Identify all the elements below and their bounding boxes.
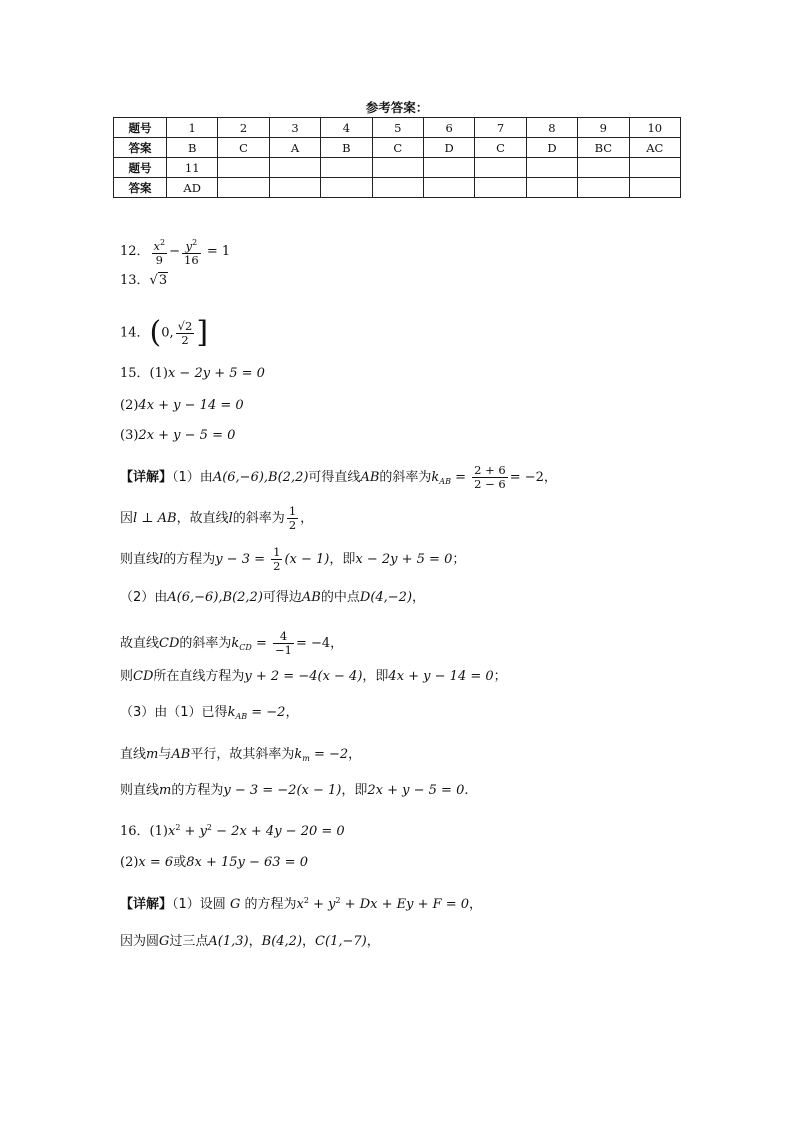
empty-cell bbox=[629, 178, 680, 198]
empty-cell bbox=[423, 178, 474, 198]
detail-15-step9: 则直线m的方程为y − 3 = −2(x − 1)，即2x + y − 5 = 0. bbox=[120, 783, 469, 798]
answer-cell: C bbox=[475, 138, 526, 158]
empty-cell bbox=[321, 178, 372, 198]
table-row bbox=[114, 158, 681, 178]
empty-cell bbox=[269, 158, 320, 178]
table-row bbox=[114, 138, 681, 158]
empty-cell bbox=[218, 158, 269, 178]
empty-cell bbox=[526, 158, 577, 178]
question-number: 9 bbox=[578, 118, 629, 138]
empty-cell bbox=[372, 158, 423, 178]
detail-15-step3: 则直线l的方程为y − 3 = $\frac{1}{2}$ (x − 1)，即x − 2y + 5 = 0； bbox=[120, 545, 466, 573]
row-label: 答案 bbox=[114, 178, 167, 198]
question-number: 3 bbox=[269, 118, 320, 138]
row-label: 题号 bbox=[114, 118, 167, 138]
question-number: 7 bbox=[475, 118, 526, 138]
answer-cell: B bbox=[321, 138, 372, 158]
question-number: 11 bbox=[167, 158, 218, 178]
answer-title: 参考答案： bbox=[365, 100, 429, 115]
empty-cell bbox=[526, 178, 577, 198]
detail-16-step1: 【详解】（1）设圆 G 的方程为$x^2 + y^2 + Dx + Ey + F = 0$， bbox=[120, 896, 483, 912]
detail-15-step1: 【详解】（1）由A(6,−6),B(2,2)可得直线AB的斜率为$k_{AB}$ = $\frac{2 + 6}{2 - 6}$ = −2， bbox=[120, 463, 557, 491]
empty-cell bbox=[475, 178, 526, 198]
answer-cell: BC bbox=[578, 138, 629, 158]
answer-cell: C bbox=[372, 138, 423, 158]
answer-cell: D bbox=[423, 138, 474, 158]
answer-cell: AD bbox=[167, 178, 218, 198]
row-label: 题号 bbox=[114, 158, 167, 178]
question-number: 10 bbox=[629, 118, 680, 138]
answer-cell: AC bbox=[629, 138, 680, 158]
answer-cell: C bbox=[218, 138, 269, 158]
answer-12: 12． $\frac{x^2}{9}$ − $\frac{y^2}{16}$ = 1 bbox=[120, 238, 231, 267]
empty-cell bbox=[269, 178, 320, 198]
detail-15-step4: （2）由A(6,−6),B(2,2)可得边AB的中点D(4,−2)， bbox=[120, 590, 426, 605]
detail-15-step7: （3）由（1）已得$k_{AB} = -2$， bbox=[120, 705, 299, 721]
answer-15-1: 15．(1)x − 2y + 5 = 0 bbox=[120, 366, 265, 381]
empty-cell bbox=[475, 158, 526, 178]
table-row bbox=[114, 118, 681, 138]
answer-16-1: 16．$(1)x^2 + y^2 - 2x + 4y - 20 = 0$ bbox=[120, 823, 345, 839]
detail-15-step6: 则CD所在直线方程为y + 2 = −4(x − 4)，即4x + y − 14 = 0； bbox=[120, 669, 507, 684]
answer-14: 14．(0, $\frac{√2}{2}$ ] bbox=[120, 315, 209, 350]
empty-cell bbox=[629, 158, 680, 178]
empty-cell bbox=[423, 158, 474, 178]
empty-cell bbox=[372, 178, 423, 198]
detail-15-step8: 直线m与AB平行，故其斜率为$k_m = -2$， bbox=[120, 747, 362, 763]
table-row bbox=[114, 178, 681, 198]
answer-15-3: (3)2x + y − 5 = 0 bbox=[120, 428, 236, 443]
answer-16-2: (2)x = 6或8x + 15y − 63 = 0 bbox=[120, 855, 308, 870]
question-number: 2 bbox=[218, 118, 269, 138]
question-number: 4 bbox=[321, 118, 372, 138]
question-number: 8 bbox=[526, 118, 577, 138]
empty-cell bbox=[218, 178, 269, 198]
answer-table bbox=[113, 117, 681, 198]
question-number: 6 bbox=[423, 118, 474, 138]
detail-15-step2: 因l ⊥ AB，故直线l的斜率为 $\frac{1}{2}$ ， bbox=[120, 504, 314, 532]
answer-15-2: (2)4x + y − 14 = 0 bbox=[120, 398, 244, 413]
empty-cell bbox=[578, 178, 629, 198]
answer-cell: D bbox=[526, 138, 577, 158]
detail-15-step5: 故直线CD的斜率为$k_{CD}$ = $\frac{4}{-1}$ = −4， bbox=[120, 629, 344, 657]
answer-cell: A bbox=[269, 138, 320, 158]
answer-cell: B bbox=[167, 138, 218, 158]
answer-13: 13．√3 bbox=[120, 273, 168, 288]
empty-cell bbox=[578, 158, 629, 178]
detail-16-step2: 因为圆G过三点A(1,3)，B(4,2)，C(1,−7)， bbox=[120, 934, 380, 949]
question-number: 5 bbox=[372, 118, 423, 138]
question-number: 1 bbox=[167, 118, 218, 138]
row-label: 答案 bbox=[114, 138, 167, 158]
empty-cell bbox=[321, 158, 372, 178]
